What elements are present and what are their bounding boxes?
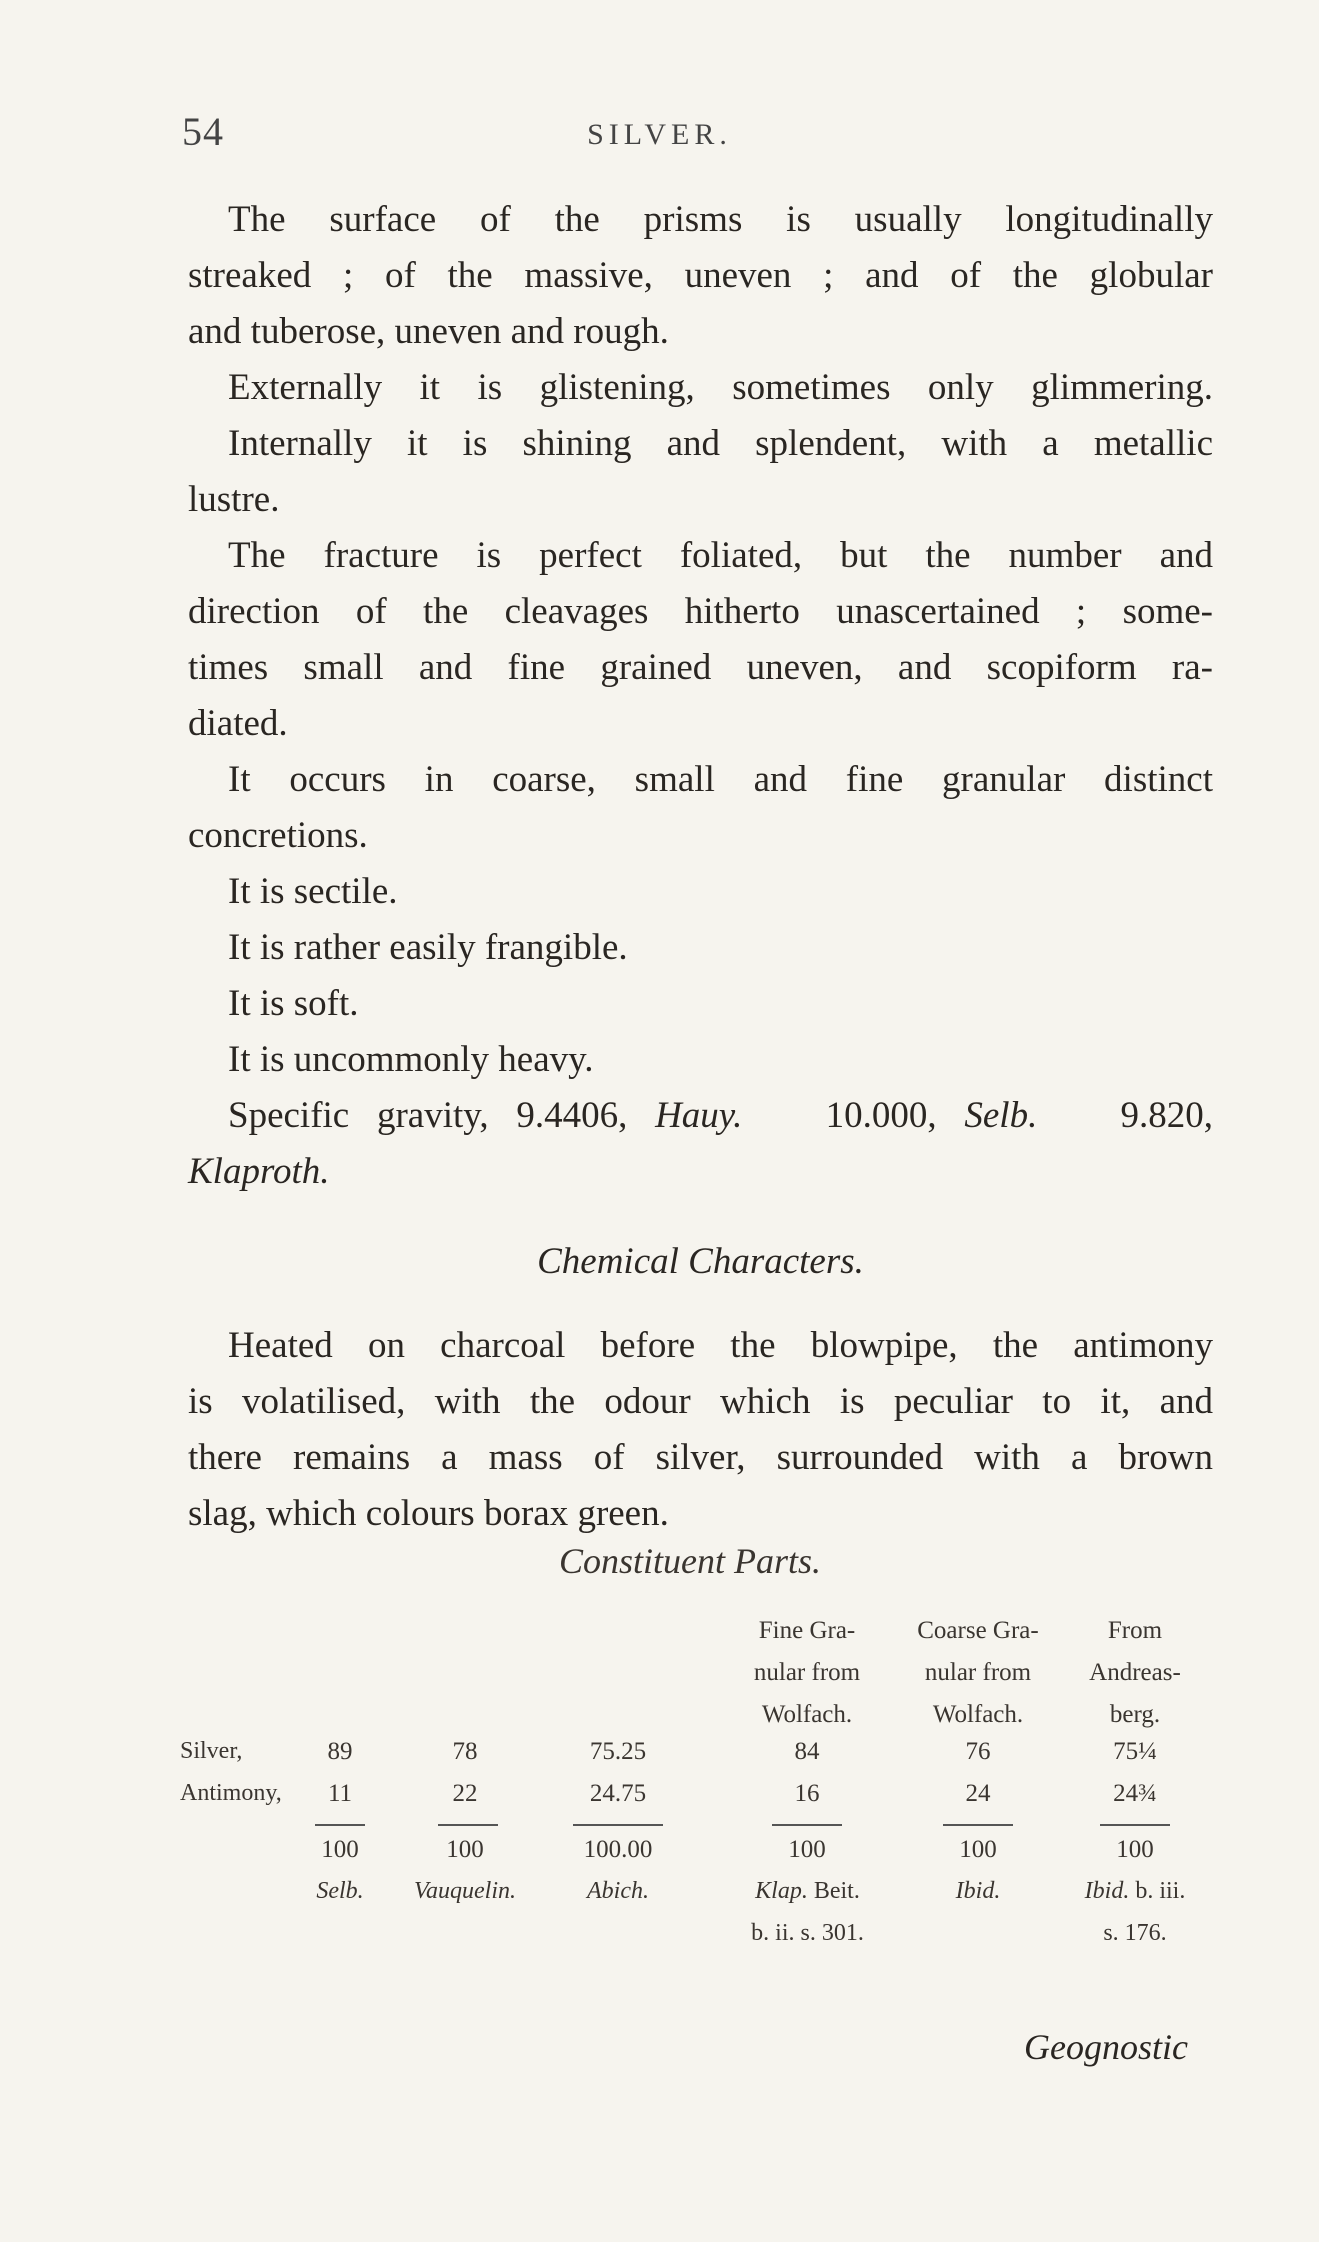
text-line: direction of the cleavages hitherto unascertained ; some- — [188, 591, 1213, 632]
source-cell: Abich. — [587, 1878, 649, 1904]
table-cell: 22 — [452, 1780, 478, 1807]
total-cell: 100 — [1116, 1836, 1154, 1863]
table-cell: 24 — [965, 1780, 991, 1807]
sum-rule — [573, 1824, 663, 1826]
text-line: Klaproth. — [188, 1151, 330, 1192]
table-cell: 24¾ — [1113, 1780, 1157, 1807]
source-cell: Vauquelin. — [414, 1878, 516, 1904]
text-line: Internally it is shining and splendent, with a metallic — [228, 423, 1213, 464]
sum-rule — [438, 1824, 498, 1826]
table-heading: Constituent Parts. — [558, 1541, 822, 1581]
text-line: there remains a mass of silver, surrounded with a brown — [188, 1437, 1213, 1478]
table-cell: 78 — [452, 1738, 478, 1765]
table-cell: 89 — [327, 1738, 353, 1765]
text-line: The fracture is perfect foliated, but the number and — [228, 535, 1213, 576]
source-cell: Ibid. b. iii. — [1084, 1878, 1186, 1904]
source-cell: Selb. — [316, 1878, 364, 1904]
table-cell: 16 — [794, 1780, 820, 1807]
row-label: Silver, — [180, 1738, 243, 1764]
text-line: It is sectile. — [228, 871, 398, 912]
source-detail: b. ii. s. 301. — [751, 1920, 864, 1946]
text-line: and tuberose, uneven and rough. — [188, 311, 669, 352]
text-line: diated. — [188, 703, 288, 744]
table-cell: 75.25 — [589, 1738, 647, 1765]
sum-rule — [315, 1824, 365, 1826]
text-line: It is soft. — [228, 983, 359, 1024]
sum-rule — [772, 1824, 842, 1826]
table-cell: 84 — [794, 1738, 820, 1765]
total-cell: 100 — [321, 1836, 359, 1863]
text-line: Heated on charcoal before the blowpipe, the antimony — [228, 1325, 1213, 1366]
page-number: 54 — [182, 109, 224, 154]
sum-rule — [943, 1824, 1013, 1826]
column-header: Coarse Gra- nular from Wolfach. — [917, 1617, 1039, 1728]
total-cell: 100.00 — [583, 1836, 653, 1863]
source-detail: s. 176. — [1103, 1920, 1167, 1946]
catchword: Geognostic — [1024, 2027, 1188, 2067]
source-cell: Klap. Beit. — [755, 1878, 860, 1904]
total-cell: 100 — [959, 1836, 997, 1863]
section-heading-chemical: Chemical Characters. — [537, 1241, 864, 1282]
table-cell: 11 — [327, 1780, 353, 1807]
text-line: The surface of the prisms is usually longitudinally — [228, 199, 1213, 240]
text-line: Externally it is glistening, sometimes only glimmering. — [228, 367, 1213, 408]
text-line: It occurs in coarse, small and fine granular distinct — [228, 759, 1213, 800]
table-cell: 76 — [965, 1738, 991, 1765]
table-cell: 75¼ — [1113, 1738, 1157, 1765]
source-cell: Ibid. — [955, 1878, 1001, 1904]
text-line: lustre. — [188, 479, 280, 520]
body-text — [188, 192, 1213, 1542]
text-line: is volatilised, with the odour which is peculiar to it, and — [188, 1381, 1213, 1422]
text-line: It is uncommonly heavy. — [228, 1039, 594, 1080]
text-line: slag, which colours borax green. — [188, 1493, 669, 1534]
row-label: Antimony, — [180, 1780, 282, 1806]
running-head: SILVER. — [587, 118, 732, 151]
sum-rule — [1100, 1824, 1170, 1826]
text-line: times small and fine grained uneven, and scopiform ra- — [188, 647, 1213, 688]
text-line: streaked ; of the massive, uneven ; and of the globular — [188, 255, 1213, 296]
table-cell: 24.75 — [589, 1780, 647, 1807]
text-line: It is rather easily frangible. — [228, 927, 628, 968]
specific-gravity-line: Specific gravity, 9.4406, Hauy. 10.000, Selb. 9.820, — [228, 1095, 1214, 1136]
text-line: concretions. — [188, 815, 368, 856]
column-header: From Andreas- berg. — [1089, 1617, 1181, 1728]
total-cell: 100 — [446, 1836, 484, 1863]
total-cell: 100 — [788, 1836, 826, 1863]
column-header: Fine Gra- nular from Wolfach. — [753, 1617, 861, 1728]
